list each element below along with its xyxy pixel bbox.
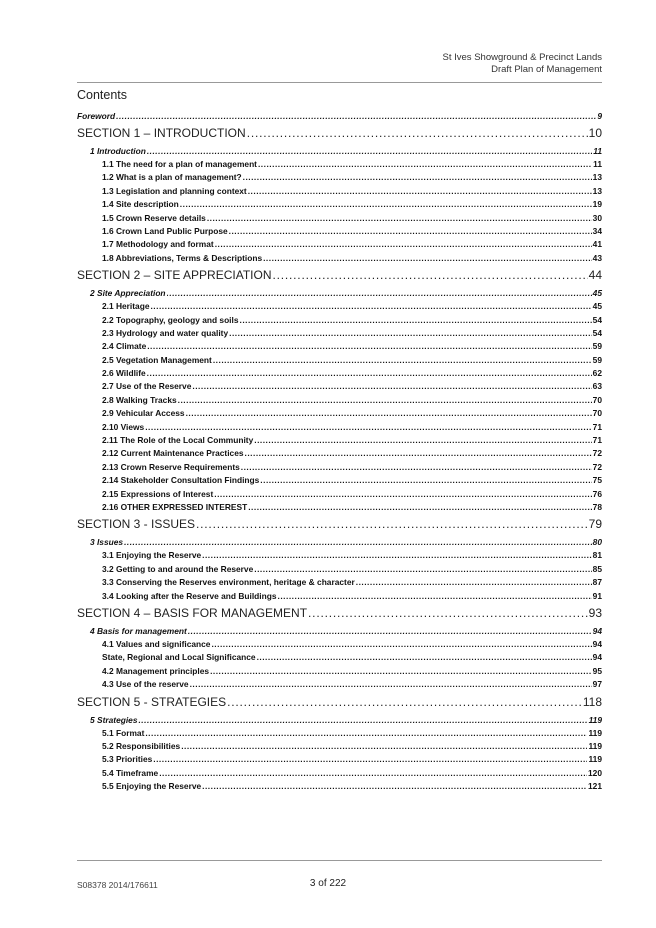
toc-chapter[interactable] [90, 624, 602, 638]
toc-entry-title: 1.4 Site description [102, 199, 179, 210]
toc-leader [258, 158, 592, 171]
toc-entry-page: 63 [592, 381, 602, 392]
toc-entry-page: 120 [588, 767, 602, 778]
toc-item[interactable] [102, 767, 602, 780]
toc-entry-page: 95 [592, 665, 602, 676]
toc-item[interactable] [102, 434, 602, 447]
toc-entry-title: State, Regional and Local Significance [102, 652, 256, 663]
toc-entry-title: 2.8 Walking Tracks [102, 394, 177, 405]
toc-section-heading[interactable] [77, 514, 602, 535]
toc-entry-page: 93 [588, 605, 602, 620]
toc-leader [181, 740, 587, 753]
toc-item[interactable] [102, 651, 602, 664]
toc-leader [248, 185, 592, 198]
toc-entry-title: 2.1 Heritage [102, 301, 150, 312]
toc-entry-page: 11 [593, 146, 602, 156]
toc-entry-page: 75 [592, 475, 602, 486]
toc-entry-title: 3.4 Looking after the Reserve and Buildings [102, 590, 277, 601]
table-of-contents [77, 110, 602, 793]
toc-item[interactable] [102, 171, 602, 184]
toc-entry-title: 2.2 Topography, geology and soils [102, 314, 239, 325]
toc-leader [240, 314, 592, 327]
toc-item[interactable] [102, 407, 602, 420]
toc-item[interactable] [102, 212, 602, 225]
toc-leader [145, 727, 587, 740]
toc-leader [207, 212, 592, 225]
toc-entry-page: 70 [592, 394, 602, 405]
toc-entry-page: 45 [592, 301, 602, 312]
toc-leader [138, 713, 587, 727]
toc-entry-title: 2.3 Hydrology and water quality [102, 327, 229, 338]
toc-entry-title: 1.1 The need for a plan of management [102, 159, 257, 169]
toc-entry-page: 45 [592, 288, 602, 299]
toc-chapter[interactable] [90, 286, 602, 300]
toc-foreword[interactable] [77, 110, 602, 123]
toc-entry-page: 79 [588, 517, 602, 532]
toc-leader [180, 198, 592, 211]
toc-entry-page: 97 [592, 679, 602, 690]
header-rule [77, 82, 602, 83]
toc-section-heading[interactable] [77, 265, 602, 286]
toc-entry-page: 59 [592, 341, 602, 352]
toc-item[interactable] [102, 340, 602, 353]
toc-leader [211, 638, 591, 651]
toc-leader [145, 421, 591, 434]
toc-entry-page: 71 [592, 435, 602, 446]
toc-leader [178, 394, 592, 407]
toc-entry-title: SECTION 1 – INTRODUCTION [77, 126, 246, 140]
toc-entry-title: 1.8 Abbreviations, Terms & Descriptions [102, 252, 263, 263]
toc-leader [215, 238, 592, 251]
toc-leader [190, 678, 592, 691]
toc-leader [213, 354, 592, 367]
toc-entry-title: 2.16 OTHER EXPRESSED INTEREST [102, 501, 248, 512]
toc-leader [308, 603, 588, 624]
toc-entry-title: 5.2 Responsibilities [102, 740, 181, 751]
toc-leader [214, 488, 591, 501]
toc-entry-page: 85 [592, 563, 602, 574]
toc-entry-page: 118 [582, 694, 602, 709]
toc-item[interactable] [102, 665, 602, 678]
toc-leader [227, 692, 582, 713]
toc-entry-page: 59 [592, 354, 602, 365]
toc-entry-title: 1.7 Methodology and format [102, 239, 214, 250]
toc-entry-page: 94 [592, 625, 602, 636]
toc-item[interactable] [102, 727, 602, 740]
toc-entry-page: 71 [592, 421, 602, 432]
toc-entry-title: SECTION 2 – SITE APPRECIATION [77, 268, 272, 283]
toc-item[interactable] [102, 488, 602, 501]
toc-entry-title: 2.10 Views [102, 421, 145, 432]
toc-entry-title: 4.1 Values and significance [102, 638, 211, 649]
toc-entry-page: 70 [592, 408, 602, 419]
toc-leader [254, 434, 591, 447]
toc-leader [210, 665, 592, 678]
toc-entry-page: 62 [592, 368, 602, 379]
toc-chapter[interactable] [90, 535, 602, 549]
toc-entry-title: 3.1 Enjoying the Reserve [102, 550, 202, 561]
toc-item[interactable] [102, 678, 602, 691]
toc-entry-page: 11 [593, 159, 602, 169]
toc-entry-page: 13 [592, 185, 602, 196]
toc-entry-title: 1.6 Crown Land Public Purpose [102, 225, 228, 236]
header-subtitle: Draft Plan of Management [491, 64, 602, 75]
toc-leader [159, 767, 587, 780]
toc-item[interactable] [102, 327, 602, 340]
toc-item[interactable] [102, 394, 602, 407]
toc-leader [229, 327, 592, 340]
toc-item[interactable] [102, 563, 602, 576]
contents-heading: Contents [77, 88, 128, 102]
toc-item[interactable] [102, 461, 602, 474]
toc-entry-page: 34 [592, 225, 602, 236]
toc-entry-title: 5.3 Priorities [102, 754, 153, 765]
toc-leader [257, 651, 592, 664]
page-header [443, 52, 602, 76]
toc-leader [147, 367, 592, 380]
toc-entry-page: 41 [592, 239, 602, 250]
toc-leader [153, 753, 587, 766]
toc-entry-page: 119 [588, 740, 602, 751]
toc-entry-page: 13 [592, 172, 602, 183]
toc-leader [147, 340, 591, 353]
toc-leader [150, 300, 591, 313]
toc-entry-page: 119 [588, 727, 602, 738]
toc-entry-title: 2.5 Vegetation Management [102, 354, 212, 365]
toc-leader [278, 590, 592, 603]
toc-entry-page: 119 [588, 754, 602, 765]
toc-entry-title: SECTION 3 - ISSUES [77, 517, 196, 532]
toc-item[interactable] [102, 314, 602, 327]
toc-item[interactable] [102, 474, 602, 487]
toc-leader [202, 780, 587, 793]
toc-entry-title: 2.15 Expressions of Interest [102, 488, 214, 499]
toc-entry-title: 2.12 Current Maintenance Practices [102, 448, 244, 459]
page-number: 3 of 222 [309, 878, 347, 889]
toc-chapter[interactable] [90, 144, 602, 158]
toc-entry-page: 121 [588, 781, 602, 792]
toc-item[interactable] [102, 354, 602, 367]
toc-section-heading[interactable] [77, 692, 602, 713]
toc-entry-title: 1.5 Crown Reserve details [102, 212, 206, 223]
footer-rule [77, 860, 602, 861]
toc-leader [248, 501, 591, 514]
toc-leader [356, 576, 592, 589]
toc-item[interactable] [102, 185, 602, 198]
toc-item[interactable] [102, 740, 602, 753]
toc-entry-page: 80 [592, 537, 602, 548]
toc-entry-title: 3.2 Getting to and around the Reserve [102, 563, 254, 574]
toc-entry-page: 94 [592, 652, 602, 663]
toc-entry-title: SECTION 4 – BASIS FOR MANAGEMENT [77, 605, 308, 620]
toc-entry-title: 2 Site Appreciation [90, 288, 166, 299]
toc-leader [147, 144, 592, 158]
toc-leader [243, 171, 592, 184]
toc-entry-title: 5.1 Format [102, 727, 145, 738]
toc-entry-title: 2.14 Stakeholder Consultation Findings [102, 475, 260, 486]
toc-item[interactable] [102, 198, 602, 211]
toc-item[interactable] [102, 590, 602, 603]
toc-entry-title: 2.9 Vehicular Access [102, 408, 185, 419]
toc-leader [273, 265, 588, 286]
toc-entry-title: 2.4 Climate [102, 341, 147, 352]
toc-leader [245, 447, 592, 460]
toc-leader [116, 110, 596, 123]
toc-leader [241, 461, 592, 474]
toc-leader [202, 549, 592, 562]
toc-entry-title: 3 Issues [90, 537, 124, 548]
toc-leader [167, 286, 592, 300]
toc-entry-page: 94 [592, 638, 602, 649]
toc-entry-page: 54 [592, 327, 602, 338]
toc-section-heading[interactable] [77, 123, 602, 144]
toc-leader [247, 123, 588, 144]
toc-section-heading[interactable] [77, 603, 602, 624]
toc-entry-page: 72 [592, 448, 602, 459]
toc-entry-title: 4.2 Management principles [102, 665, 210, 676]
document-reference: S08378 2014/176611 [77, 880, 158, 890]
toc-chapter[interactable] [90, 713, 602, 727]
toc-entry-page: 43 [592, 252, 602, 263]
toc-leader [124, 535, 592, 549]
toc-item[interactable] [102, 753, 602, 766]
toc-leader [188, 624, 592, 638]
toc-leader [192, 380, 591, 393]
toc-entry-title: 1.3 Legislation and planning context [102, 185, 247, 196]
toc-entry-title: 2.11 The Role of the Local Community [102, 435, 254, 446]
toc-leader [229, 225, 592, 238]
toc-item[interactable] [102, 421, 602, 434]
toc-item[interactable] [102, 367, 602, 380]
toc-item[interactable] [102, 252, 602, 265]
toc-entry-page: 19 [592, 199, 602, 210]
toc-entry-title: 1 Introduction [90, 146, 146, 156]
toc-entry-page: 72 [592, 461, 602, 472]
toc-item[interactable] [102, 549, 602, 562]
toc-entry-title: 5.5 Enjoying the Reserve [102, 781, 202, 792]
toc-entry-page: 78 [592, 501, 602, 512]
toc-entry-page: 9 [597, 111, 602, 121]
toc-leader [263, 252, 592, 265]
toc-entry-title: 2.7 Use of the Reserve [102, 381, 192, 392]
toc-entry-title: SECTION 5 - STRATEGIES [77, 694, 227, 709]
toc-entry-page: 87 [592, 577, 602, 588]
toc-entry-page: 30 [592, 212, 602, 223]
toc-entry-page: 10 [588, 126, 602, 140]
toc-entry-page: 44 [588, 268, 602, 283]
toc-item[interactable] [102, 238, 602, 251]
toc-item[interactable] [102, 780, 602, 793]
toc-item[interactable] [102, 300, 602, 313]
toc-entry-title: 2.6 Wildlife [102, 368, 146, 379]
toc-entry-title: Foreword [77, 111, 116, 121]
toc-leader [196, 514, 588, 535]
toc-item[interactable] [102, 447, 602, 460]
toc-entry-page: 91 [592, 590, 602, 601]
toc-entry-page: 54 [592, 314, 602, 325]
toc-entry-title: 5 Strategies [90, 714, 138, 725]
toc-entry-title: 3.3 Conserving the Reserves environment, heritage & character [102, 577, 355, 588]
toc-item[interactable] [102, 158, 602, 171]
toc-item[interactable] [102, 501, 602, 514]
toc-entry-page: 81 [592, 550, 602, 561]
toc-entry-title: 1.2 What is a plan of management? [102, 172, 242, 183]
toc-entry-title: 4 Basis for management [90, 625, 187, 636]
toc-entry-title: 5.4 Timeframe [102, 767, 159, 778]
toc-item[interactable] [102, 225, 602, 238]
toc-leader [186, 407, 592, 420]
toc-entry-page: 119 [588, 714, 602, 725]
toc-entry-page: 76 [592, 488, 602, 499]
toc-entry-title: 4.3 Use of the reserve [102, 679, 189, 690]
toc-item[interactable] [102, 576, 602, 589]
toc-item[interactable] [102, 638, 602, 651]
header-title: St Ives Showground & Precinct Lands [442, 52, 602, 63]
toc-item[interactable] [102, 380, 602, 393]
toc-leader [254, 563, 591, 576]
toc-entry-title: 2.13 Crown Reserve Requirements [102, 461, 240, 472]
toc-leader [260, 474, 591, 487]
